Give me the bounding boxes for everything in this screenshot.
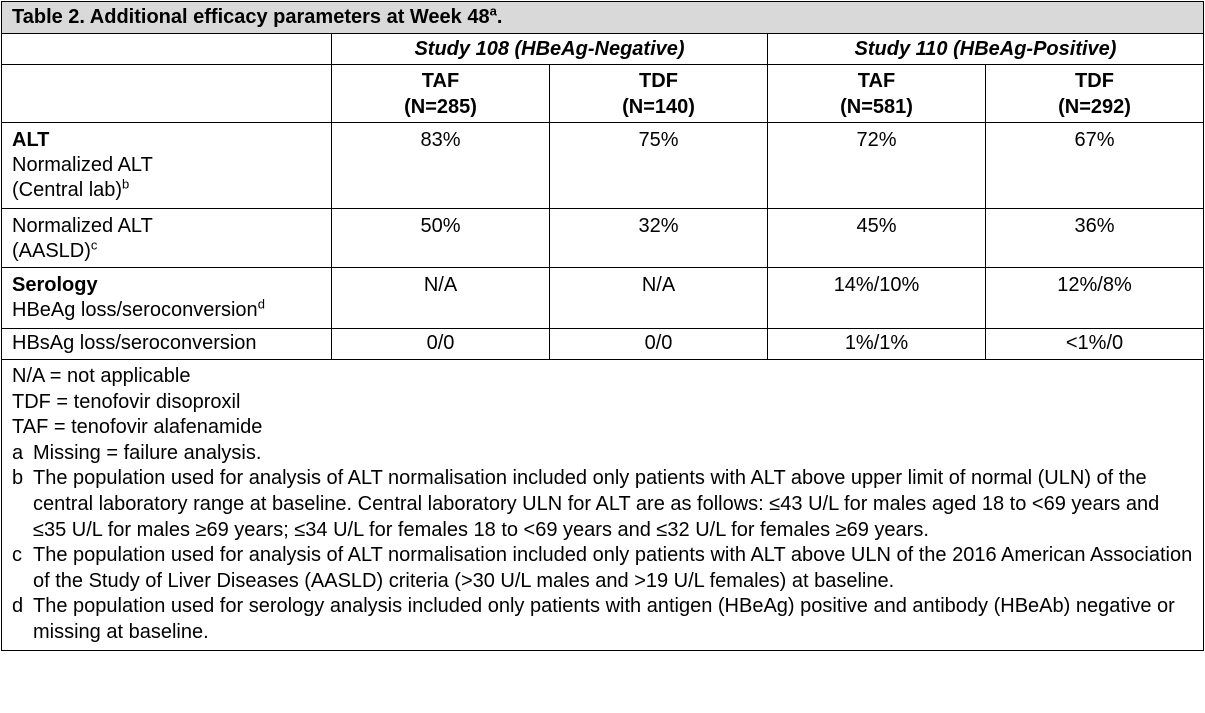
footnote-key: d: [12, 595, 24, 618]
table-cell: 1%/1%: [768, 329, 986, 360]
table-row: [2, 329, 1204, 360]
notes-row: [2, 360, 1204, 651]
table-row: [2, 123, 1204, 209]
table-cell: 32%: [550, 209, 768, 268]
arm-header: [550, 65, 768, 123]
row-label: [2, 123, 332, 209]
table-cell: 67%: [986, 123, 1204, 209]
arm-n: (N=285): [404, 95, 477, 118]
row-label-line: HBeAg loss/seroconversion: [12, 299, 258, 321]
table-cell: N/A: [550, 268, 768, 329]
table-cell: 0/0: [332, 329, 550, 360]
abbreviation: TAF = tenofovir alafenamide: [12, 416, 263, 439]
title-row: [2, 2, 1204, 34]
footnote: [12, 441, 1193, 467]
table-cell: N/A: [332, 268, 550, 329]
row-label-line: Normalized ALT: [12, 154, 153, 176]
efficacy-table-container: [1, 1, 1203, 712]
abbreviation: TDF = tenofovir disoproxil: [12, 390, 241, 413]
arm-name: TDF: [639, 69, 678, 92]
table-title-text: Table 2. Additional efficacy parameters at Week 48: [12, 6, 490, 28]
footnote: [12, 594, 1193, 645]
notes-cell: [2, 360, 1204, 651]
footnote-marker: c: [90, 237, 98, 253]
arm-name: TAF: [421, 69, 460, 92]
row-label-line: Normalized ALT: [12, 215, 153, 237]
row-label-line: (Central lab): [12, 179, 123, 201]
study-110-header: Study 110 (HBeAg-Positive): [768, 34, 1204, 65]
table-cell: 0/0: [550, 329, 768, 360]
table-cell: <1%/0: [986, 329, 1204, 360]
footnote-marker: d: [257, 296, 265, 312]
table-cell: 75%: [550, 123, 768, 209]
footnote-text: The population used for serology analysis included only patients with antigen (HBeAg) positive and antibody (HBeAb) negative or missing at baseline.: [33, 595, 1175, 643]
study-header-row: [2, 34, 1204, 65]
table-row: [2, 268, 1204, 329]
table-cell: 72%: [768, 123, 986, 209]
title-end: .: [496, 6, 503, 28]
table-cell: 45%: [768, 209, 986, 268]
table-cell: 14%/10%: [768, 268, 986, 329]
section-label: Serology: [12, 274, 98, 296]
footnote-text: The population used for analysis of ALT normalisation included only patients with ALT above ULN of the 2016 American Association of the Study of Liver Diseases (AASLD) criteria (>30 U/L males and >19 U/L females) at baseline.: [33, 544, 1193, 592]
arm-n: (N=292): [1058, 95, 1131, 118]
efficacy-table: [1, 1, 1204, 651]
footnote-text: The population used for analysis of ALT normalisation included only patients with ALT above upper limit of normal (ULN) of the central laboratory range at baseline. Central laboratory ULN for ALT are as follows: ≤43 U/L for males aged 18 to <69 years and ≤35 U/L for males ≥69 years; ≤34 U/L for females 18 to <69 years and ≤32 U/L for females ≥69 years.: [33, 467, 1160, 541]
row-label: [2, 329, 332, 360]
table-row: [2, 209, 1204, 268]
table-cell: 50%: [332, 209, 550, 268]
arm-name: TAF: [857, 69, 896, 92]
study-108-header: Study 108 (HBeAg-Negative): [332, 34, 768, 65]
table-cell: 36%: [986, 209, 1204, 268]
footnote-key: b: [12, 467, 24, 490]
row-label-line: HBsAg loss/seroconversion: [12, 332, 257, 354]
empty-arm-cell: [2, 65, 332, 123]
title-footnote-marker: a: [489, 3, 497, 19]
table-title: [2, 2, 1204, 34]
table-cell: 83%: [332, 123, 550, 209]
arm-header: [986, 65, 1204, 123]
arm-header: [332, 65, 550, 123]
row-label: [2, 209, 332, 268]
arm-header: [768, 65, 986, 123]
arm-n: (N=581): [840, 95, 913, 118]
footnote-key: a: [12, 441, 24, 464]
table-cell: 12%/8%: [986, 268, 1204, 329]
section-label: ALT: [12, 129, 50, 151]
footnote: [12, 543, 1193, 594]
abbreviation: N/A = not applicable: [12, 365, 191, 387]
row-label: [2, 268, 332, 329]
row-label-line: (AASLD): [12, 240, 91, 262]
footnote-text: Missing = failure analysis.: [33, 441, 262, 464]
footnote: [12, 466, 1193, 543]
arm-name: TDF: [1075, 69, 1114, 92]
empty-header-cell: [2, 34, 332, 65]
arm-header-row: [2, 65, 1204, 123]
arm-n: (N=140): [622, 95, 695, 118]
footnote-marker: b: [122, 176, 130, 192]
footnote-key: c: [12, 544, 22, 567]
